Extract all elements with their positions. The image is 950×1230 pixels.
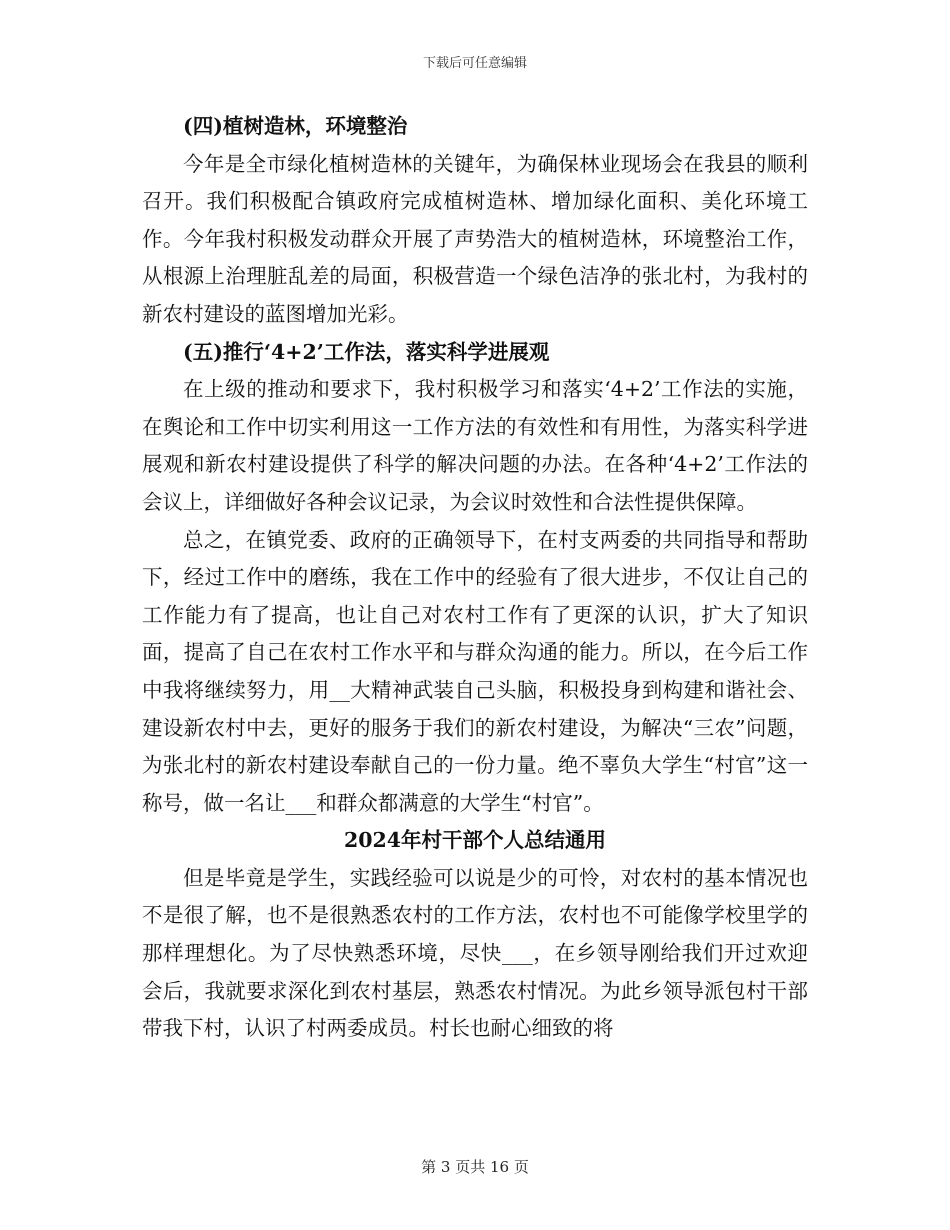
page-header: 下载后可任意编辑 xyxy=(422,56,527,71)
document-body xyxy=(142,108,808,1048)
article-title: 2024年村干部个人总结通用 xyxy=(343,828,607,853)
page-footer: 第 3 页共 16 页 xyxy=(421,1158,529,1176)
conclusion-paragraph: 总之，在镇党委、政府的正确领导下，在村支两委的共同指导和帮助下，经过工作中的磨练，我在工作中的经验有了很大进步，不仅让自己的工作能力有了提高，也让自己对农村工作有了更深的认识，扩大了知识面，提高了自己在农村工作水平和与群众沟通的能力。所以，在今后工作中我将继续努力，用__大精神武装自己头脑，积极投身到构建和谐社会、建设新农村中去，更好的服务于我们的新农村建设，为解决“三农”问题，为张北村的新农村建设奉献自己的一份力量。绝不辜负大学生“村官”这一称号，做一名让___和群众都满意的大学生“村官”。 xyxy=(142,527,808,815)
section-paragraph-5: 在上级的推动和要求下，我村积极学习和落实‘4+2’工作法的实施，在舆论和工作中切实利用这一工作方法的有效性和有用性，为落实科学进展观和新农村建设提供了科学的解决问题的办法。在各种‘4+2’工作法的会议上，详细做好各种会议记录，为会议时效性和合法性提供保障。 xyxy=(142,377,808,514)
section-heading-5: (五)推行‘4+2’工作法，落实科学进展观 xyxy=(183,339,550,364)
section-heading-4: (四)植树造林，环境整治 xyxy=(183,114,408,138)
article-paragraph: 但是毕竟是学生，实践经验可以说是少的可怜，对农村的基本情况也不是很了解，也不是很熟悉农村的工作方法，农村也不可能像学校里学的那样理想化。为了尽快熟悉环境，尽快___，在乡领导刚给我们开过欢迎会后，我就要求深化到农村基层，熟悉农村情况。为此乡领导派包村干部带我下村，认识了村两委成员。村长也耐心细致的将 xyxy=(142,865,808,1041)
section-paragraph-4: 今年是全市绿化植树造林的关键年，为确保林业现场会在我县的顺利召开。我们积极配合镇政府完成植树造林、增加绿化面积、美化环境工作。今年我村积极发动群众开展了声势浩大的植树造林，环境整治工作，从根源上治理脏乱差的局面，积极营造一个绿色洁净的张北村，为我村的新农村建设的蓝图增加光彩。 xyxy=(142,151,808,326)
